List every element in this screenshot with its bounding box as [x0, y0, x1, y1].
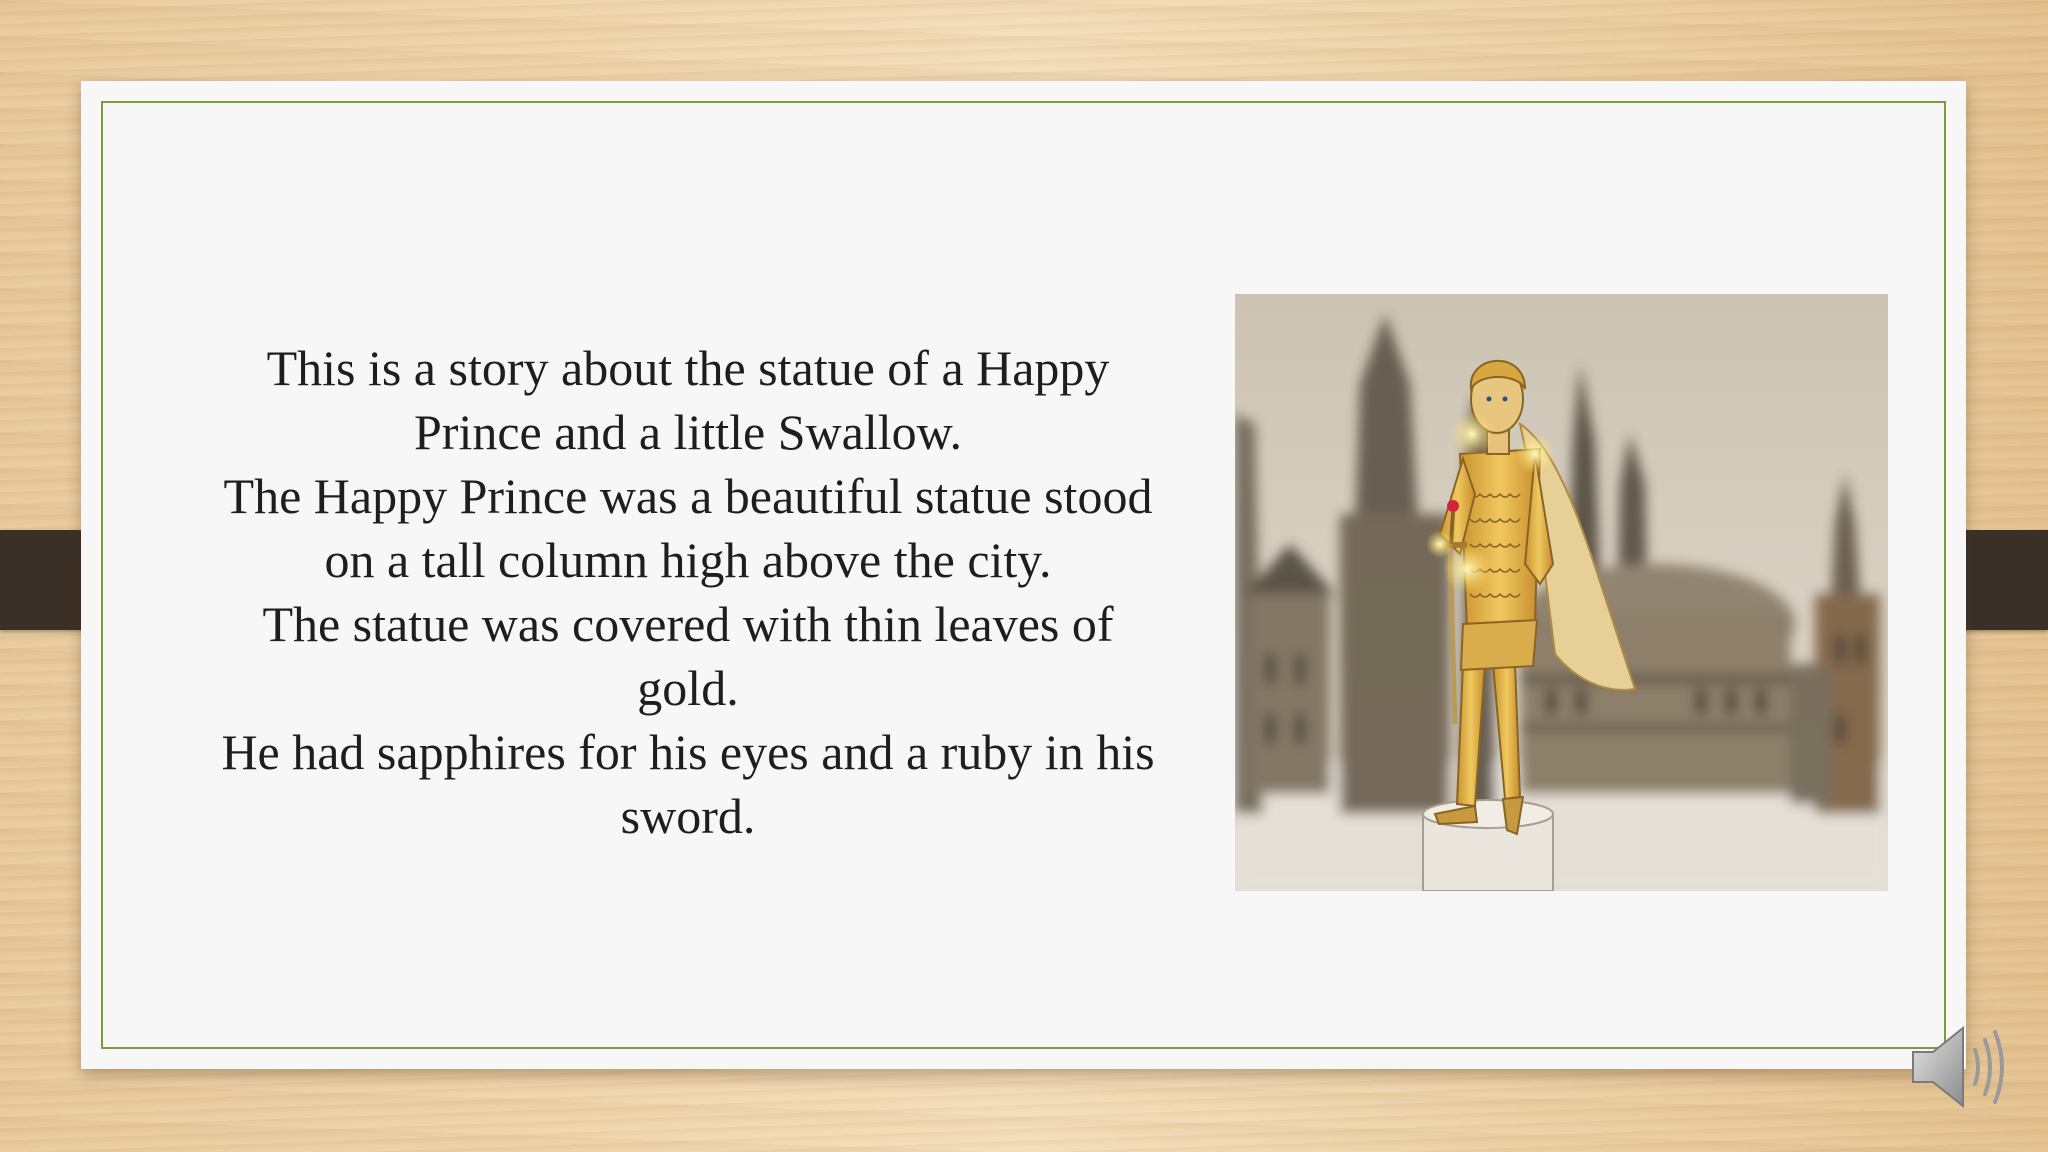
story-line: sword.: [620, 788, 756, 844]
story-line: gold.: [637, 660, 739, 716]
story-line: Prince and a little Swallow.: [413, 404, 963, 460]
story-line: The statue was covered with thin leaves of: [262, 596, 1114, 652]
story-line: The Happy Prince was a beautiful statue stood: [223, 468, 1153, 524]
story-line: on a tall column high above the city.: [324, 532, 1052, 588]
city-and-statue-drawing: [1235, 294, 1888, 891]
speaker-icon[interactable]: [1905, 1010, 2015, 1120]
happy-prince-illustration[interactable]: [1235, 294, 1888, 891]
story-text-box[interactable]: [196, 336, 1180, 848]
story-line: He had sapphires for his eyes and a ruby in his: [221, 724, 1155, 780]
story-line: This is a story about the statue of a Happy: [266, 340, 1110, 396]
